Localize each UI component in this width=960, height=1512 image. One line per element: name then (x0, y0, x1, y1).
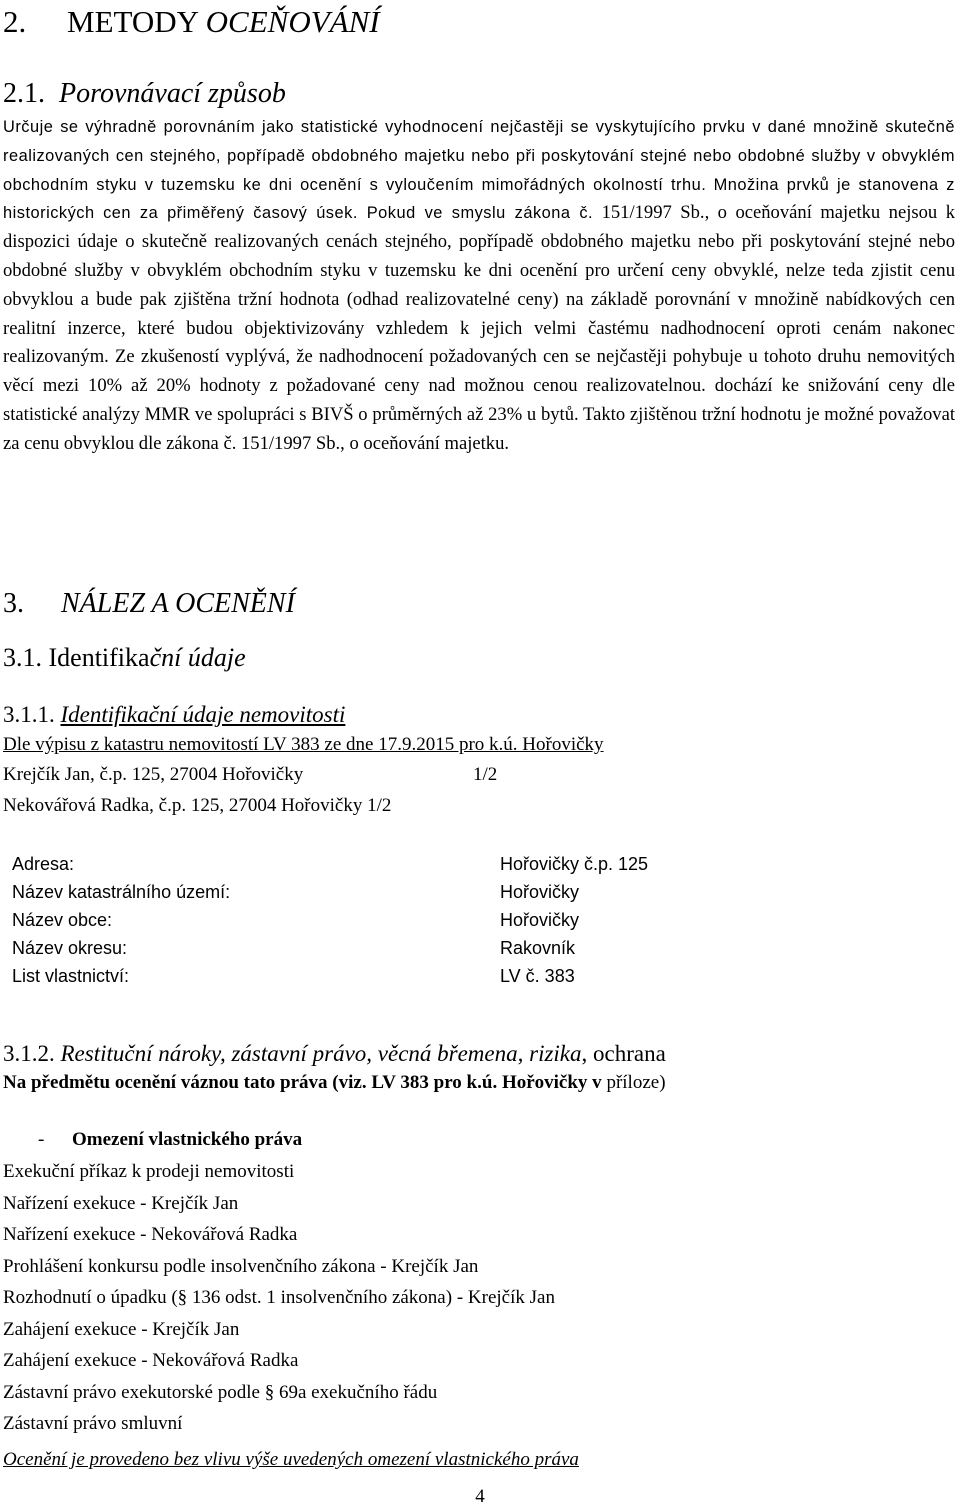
restriction-list (3, 1156, 555, 1440)
section-title: NÁLEZ A OCENĚNÍ (61, 588, 295, 619)
page-number: 4 (475, 1486, 485, 1507)
encumbrance-note-main: Na předmětu ocenění váznou tato práva (viz. LV 383 pro k.ú. Hořovičky v (3, 1072, 602, 1093)
section-heading-2 (3, 2, 380, 42)
encumbrance-note (3, 1070, 666, 1096)
identification-label: List vlastnictví: (12, 966, 130, 986)
list-item: Zástavní právo smluvní (3, 1413, 183, 1434)
section-number: 3.1.2. (3, 1041, 55, 1066)
owner-name: Krejčík Jan, č.p. 125, 27004 Hořovičky (3, 764, 304, 785)
identification-label: Adresa: (12, 854, 75, 874)
paragraph-sentence-3: Množina prvků je stanovena z historických (3, 175, 955, 223)
section-number: 3. (3, 588, 24, 619)
section-title-tail: , ochrana (581, 1041, 666, 1066)
section-title-italic: Restituční nároky, zástavní právo, věcná břemena, rizika (60, 1041, 582, 1066)
section-title: Porovnávací způsob (59, 78, 286, 109)
identification-row (12, 962, 575, 990)
owner-share: 1/2 (367, 795, 392, 816)
paragraph-sentence-4: cen za přiměřený časový úsek. Pokud ve smyslu zákona č. (103, 204, 594, 223)
section-title-italic: ční údaje (149, 643, 246, 672)
section-heading-3-1-1 (3, 700, 345, 730)
identification-label: Název okresu: (12, 938, 128, 958)
list-item: Nařízení exekuce - Nekovářová Radka (3, 1224, 298, 1245)
paragraph-sentence-2: poskytování stejné nebo obdobné služby v obvyklém obchodním styku v tuzemsku ke dni ocenění s vyloučením mimořádných okolností trhu. (3, 146, 955, 194)
identification-label: Název obce: (12, 910, 113, 930)
identification-value: Hořovičky (500, 882, 580, 902)
owner-row (3, 793, 391, 819)
paragraph-sentence-1: Určuje se výhradně porovnáním jako statistické vyhodnocení nejčastěji se vyskytujícího prvku v dané množině skutečně realizovaných cen stejného, popřípadě obdobného majetku nebo při (3, 118, 955, 165)
list-item: Rozhodnutí o úpadku (§ 136 odst. 1 insolvenčního zákona) - Krejčík Jan (3, 1287, 555, 1308)
identification-row (12, 850, 648, 878)
identification-value: Hořovičky (500, 910, 580, 930)
identification-row (12, 934, 575, 962)
list-item: Nařízení exekuce - Krejčík Jan (3, 1192, 239, 1214)
section-heading-3 (3, 586, 295, 622)
identification-label: Název katastrálního území: (12, 882, 231, 902)
valuation-footnote: Ocenění je provedeno bez vlivu výše uvedených omezení vlastnického práva (3, 1449, 579, 1470)
identification-row (12, 878, 579, 906)
list-item: Exekuční příkaz k prodeji nemovitosti (3, 1161, 295, 1182)
section-heading-3-1-2 (3, 1038, 666, 1070)
list-dash: - (38, 1129, 45, 1150)
method-paragraph (3, 113, 955, 459)
paragraph-sentence-5: 151/1997 Sb., o oceňování majetku nejsou k dispozici údaje o skutečně realizovaných cenách stejného, popřípadě obdobného majetku nebo při poskytování stejné nebo obdobné služby v obvyklém obchodním styku v tuzemsku ke dni ocenění pro určení ceny obvyklé, nelze teda zjistit cenu obvyklou a bude pak zjištěna tržní hodnota (odhad realizovatelné ceny) na základě porovnání v množině nabídkových cen realitní inzerce, které budou objektivizovány vzhledem k jejich velmi častému nadhodnocení oproti cenám nakonec realizovaným. Ze zkušeností vyplývá, že nadhodnocení požadovaných cen se nejčastěji pohybuje u tohoto druhu nemovitých věcí mezi 10% až 20% hodnoty z požadované ceny nad možnou cenou realizovatelnou. dochází ke snižování ceny dle statistické analýzy MMR ve spolupráci s BIVŠ o průměrných až 23% u bytů. Takto zjištěnou tržní hodnotu je možné považovat za cenu obvyklou dle zákona č. 151/1997 Sb., o oceňování majetku. (3, 202, 955, 454)
restriction-header (38, 1127, 302, 1153)
identification-value: Hořovičky č.p. 125 (500, 854, 649, 874)
identification-row (12, 906, 579, 934)
list-item: Prohlášení konkursu podle insolvenčního zákona - Krejčík Jan (3, 1255, 479, 1277)
list-item: Zahájení exekuce - Nekovářová Radka (3, 1350, 299, 1371)
section-number: 3.1.1. (3, 702, 55, 727)
owner-share: 1/2 (473, 764, 498, 785)
section-title-italic: OCEŇOVÁNÍ (205, 4, 380, 39)
section-title: Identifikační údaje nemovitosti (60, 702, 346, 727)
owner-row (3, 762, 497, 788)
list-item: Zástavní právo exekutorské podle § 69a exekučního řádu (3, 1381, 438, 1403)
section-number: 2. (3, 4, 27, 39)
owner-name: Nekovářová Radka, č.p. 125, 27004 Hořovičky (3, 795, 363, 816)
section-number: 2.1. (3, 78, 45, 109)
encumbrance-note-tail: příloze) (606, 1072, 666, 1093)
cadastre-source-line: Dle výpisu z katastru nemovitostí LV 383 ze dne 17.9.2015 pro k.ú. Hořovičky (3, 734, 604, 755)
identification-value: Rakovník (500, 938, 576, 958)
section-title: METODY (67, 4, 198, 39)
list-item: Zahájení exekuce - Krejčík Jan (3, 1318, 240, 1340)
identification-value: LV č. 383 (500, 966, 575, 986)
section-title: Identifika (48, 643, 150, 672)
section-heading-3-1 (3, 641, 246, 675)
section-number: 3.1. (3, 643, 42, 672)
section-heading-2-1 (3, 76, 286, 112)
restriction-header-text: Omezení vlastnického práva (72, 1129, 303, 1150)
